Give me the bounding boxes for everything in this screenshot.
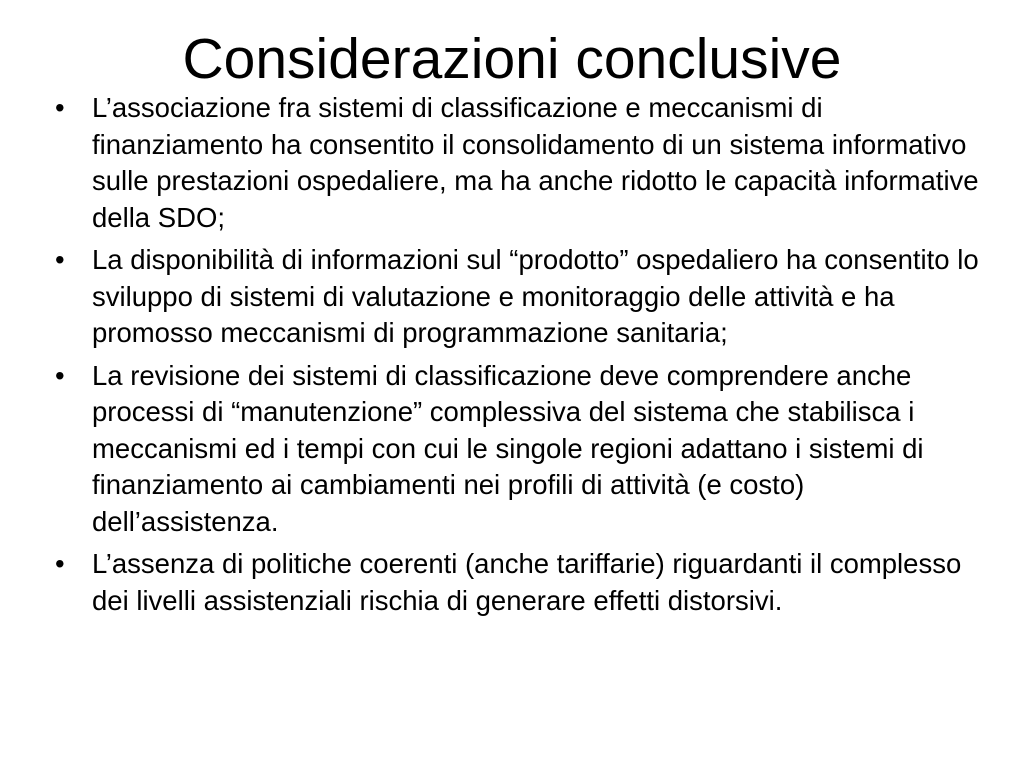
bullet-list xyxy=(55,90,985,625)
bullet-text: La disponibilità di informazioni sul “prodotto” ospedaliero ha consentito lo sviluppo di sistemi di valutazione e monitoraggio delle attività e ha promosso meccanismi di programmazione sanitaria; xyxy=(92,244,979,348)
bullet-item xyxy=(55,90,985,236)
bullet-dot-icon: • xyxy=(55,92,65,123)
bullet-text: La revisione dei sistemi di classificazione deve comprendere anche processi di “manutenzione” complessiva del sistema che stabilisca i meccanismi ed i tempi con cui le singole regioni adattano i sistemi di finanziamento ai cambiamenti nei profili di attività (e costo) dell’assistenza. xyxy=(92,359,924,537)
bullet-item xyxy=(55,546,985,619)
bullet-item xyxy=(55,242,985,352)
bullet-text: L’assenza di politiche coerenti (anche tariffarie) riguardanti il complesso dei livelli assistenziali rischia di generare effetti distorsivi. xyxy=(92,548,962,616)
bullet-dot-icon: • xyxy=(55,548,65,579)
bullet-dot-icon: • xyxy=(55,359,65,391)
bullet-dot-icon: • xyxy=(55,244,65,275)
bullet-text: L’associazione fra sistemi di classificazione e meccanismi di finanziamento ha consentito il consolidamento di un sistema informativo sulle prestazioni ospedaliere, ma ha anche ridotto le capacità informative della SDO; xyxy=(92,92,979,233)
bullet-item xyxy=(55,358,985,541)
slide-title: Considerazioni conclusive xyxy=(182,27,842,91)
